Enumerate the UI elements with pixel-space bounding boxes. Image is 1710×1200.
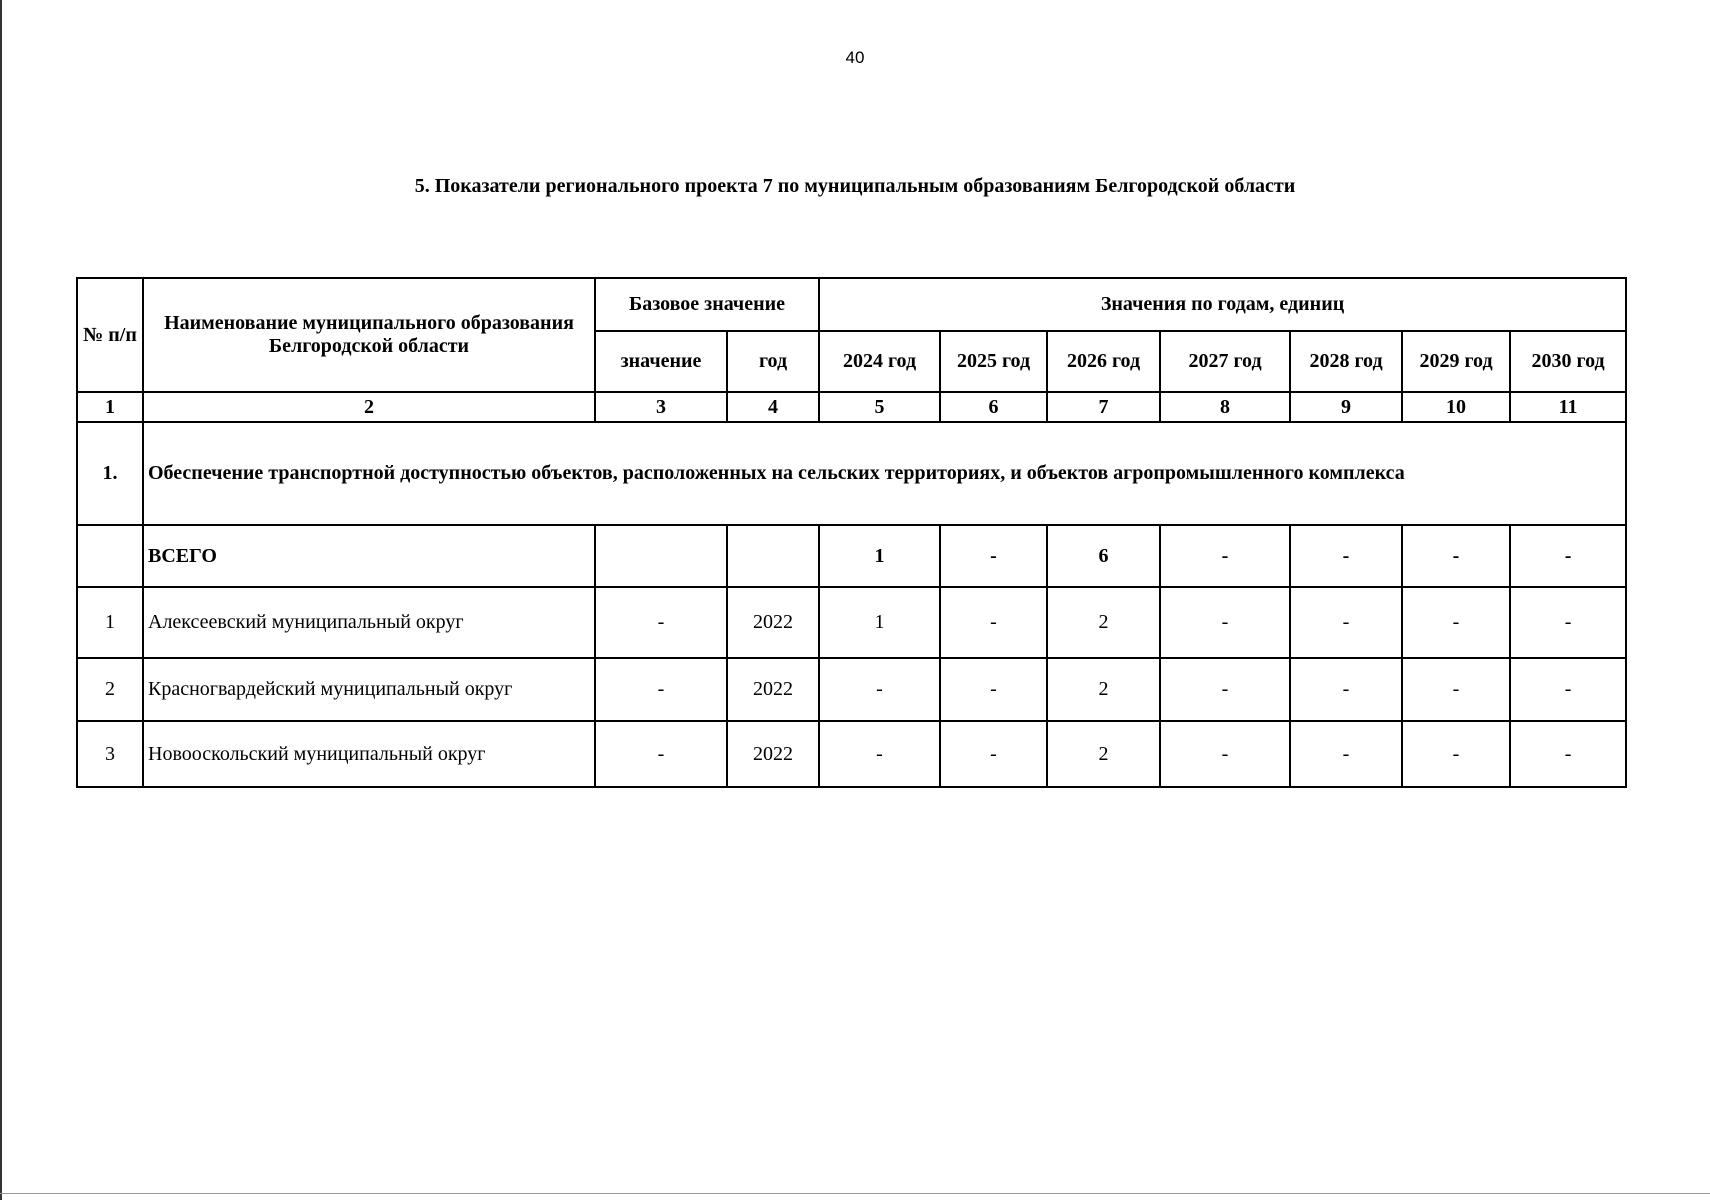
total-value: - — [1290, 525, 1402, 587]
row-value: 1 — [819, 587, 940, 658]
row-value: - — [1290, 658, 1402, 721]
column-number: 1 — [77, 392, 143, 422]
header-year: 2024 год — [819, 331, 940, 392]
column-numbers-row — [77, 392, 1626, 422]
row-value: - — [1402, 721, 1510, 787]
row-base-year: 2022 — [727, 658, 819, 721]
indicators-table — [76, 277, 1627, 788]
section-row — [77, 422, 1626, 525]
row-name: Красногвардейский муниципальный округ — [143, 658, 595, 721]
row-value: - — [1160, 658, 1290, 721]
column-number: 3 — [595, 392, 727, 422]
total-value: - — [1160, 525, 1290, 587]
row-value: 2 — [1047, 721, 1160, 787]
row-no: 1 — [77, 587, 143, 658]
header-year: 2028 год — [1290, 331, 1402, 392]
row-value: - — [1510, 721, 1626, 787]
column-number: 6 — [940, 392, 1047, 422]
header-base-value: значение — [595, 331, 727, 392]
row-value: - — [1402, 587, 1510, 658]
row-value: - — [940, 658, 1047, 721]
header-name: Наименование муниципального образования Белгородской области — [143, 278, 595, 392]
section-number: 1. — [77, 422, 143, 525]
row-base-year: 2022 — [727, 587, 819, 658]
row-value: - — [819, 658, 940, 721]
section-title: Обеспечение транспортной доступностью объектов, расположенных на сельских территориях, и объектов агропромышленного комплекса — [143, 422, 1626, 525]
row-value: - — [1510, 587, 1626, 658]
row-base-value: - — [595, 721, 727, 787]
row-name: Алексеевский муниципальный округ — [143, 587, 595, 658]
column-number: 11 — [1510, 392, 1626, 422]
header-year: 2026 год — [1047, 331, 1160, 392]
row-value: - — [940, 587, 1047, 658]
row-base-value: - — [595, 587, 727, 658]
total-row — [77, 525, 1626, 587]
column-number: 9 — [1290, 392, 1402, 422]
header-years-group: Значения по годам, единиц — [819, 278, 1626, 331]
column-number: 2 — [143, 392, 595, 422]
header-base-group: Базовое значение — [595, 278, 819, 331]
total-value: 1 — [819, 525, 940, 587]
table-row — [77, 587, 1626, 658]
row-value: 2 — [1047, 658, 1160, 721]
row-value: - — [819, 721, 940, 787]
row-value: - — [940, 721, 1047, 787]
total-value: - — [940, 525, 1047, 587]
total-value: 6 — [1047, 525, 1160, 587]
page-title: 5. Показатели регионального проекта 7 по муниципальным образованиям Белгородской области — [414, 175, 1296, 197]
header-year: 2030 год — [1510, 331, 1626, 392]
row-value: - — [1290, 721, 1402, 787]
header-year: 2027 год — [1160, 331, 1290, 392]
column-number: 10 — [1402, 392, 1510, 422]
row-no: 2 — [77, 658, 143, 721]
header-no: № п/п — [77, 278, 143, 392]
row-base-year: 2022 — [727, 721, 819, 787]
header-row-1 — [77, 278, 1626, 331]
table-row — [77, 658, 1626, 721]
row-no: 3 — [77, 721, 143, 787]
page-number: 40 — [845, 48, 865, 67]
column-number: 4 — [727, 392, 819, 422]
total-base-year — [727, 525, 819, 587]
row-name: Новооскольский муниципальный округ — [143, 721, 595, 787]
row-value: - — [1160, 721, 1290, 787]
total-no — [77, 525, 143, 587]
total-base-value — [595, 525, 727, 587]
row-value: - — [1510, 658, 1626, 721]
row-value: - — [1160, 587, 1290, 658]
header-year: 2029 год — [1402, 331, 1510, 392]
column-number: 8 — [1160, 392, 1290, 422]
table-row — [77, 721, 1626, 787]
scan-bottom-edge — [0, 1193, 1710, 1194]
row-value: - — [1402, 658, 1510, 721]
column-number: 5 — [819, 392, 940, 422]
column-number: 7 — [1047, 392, 1160, 422]
row-value: - — [1290, 587, 1402, 658]
header-base-year: год — [727, 331, 819, 392]
total-value: - — [1510, 525, 1626, 587]
row-value: 2 — [1047, 587, 1160, 658]
total-value: - — [1402, 525, 1510, 587]
row-base-value: - — [595, 658, 727, 721]
header-year: 2025 год — [940, 331, 1047, 392]
total-label: ВСЕГО — [143, 525, 595, 587]
